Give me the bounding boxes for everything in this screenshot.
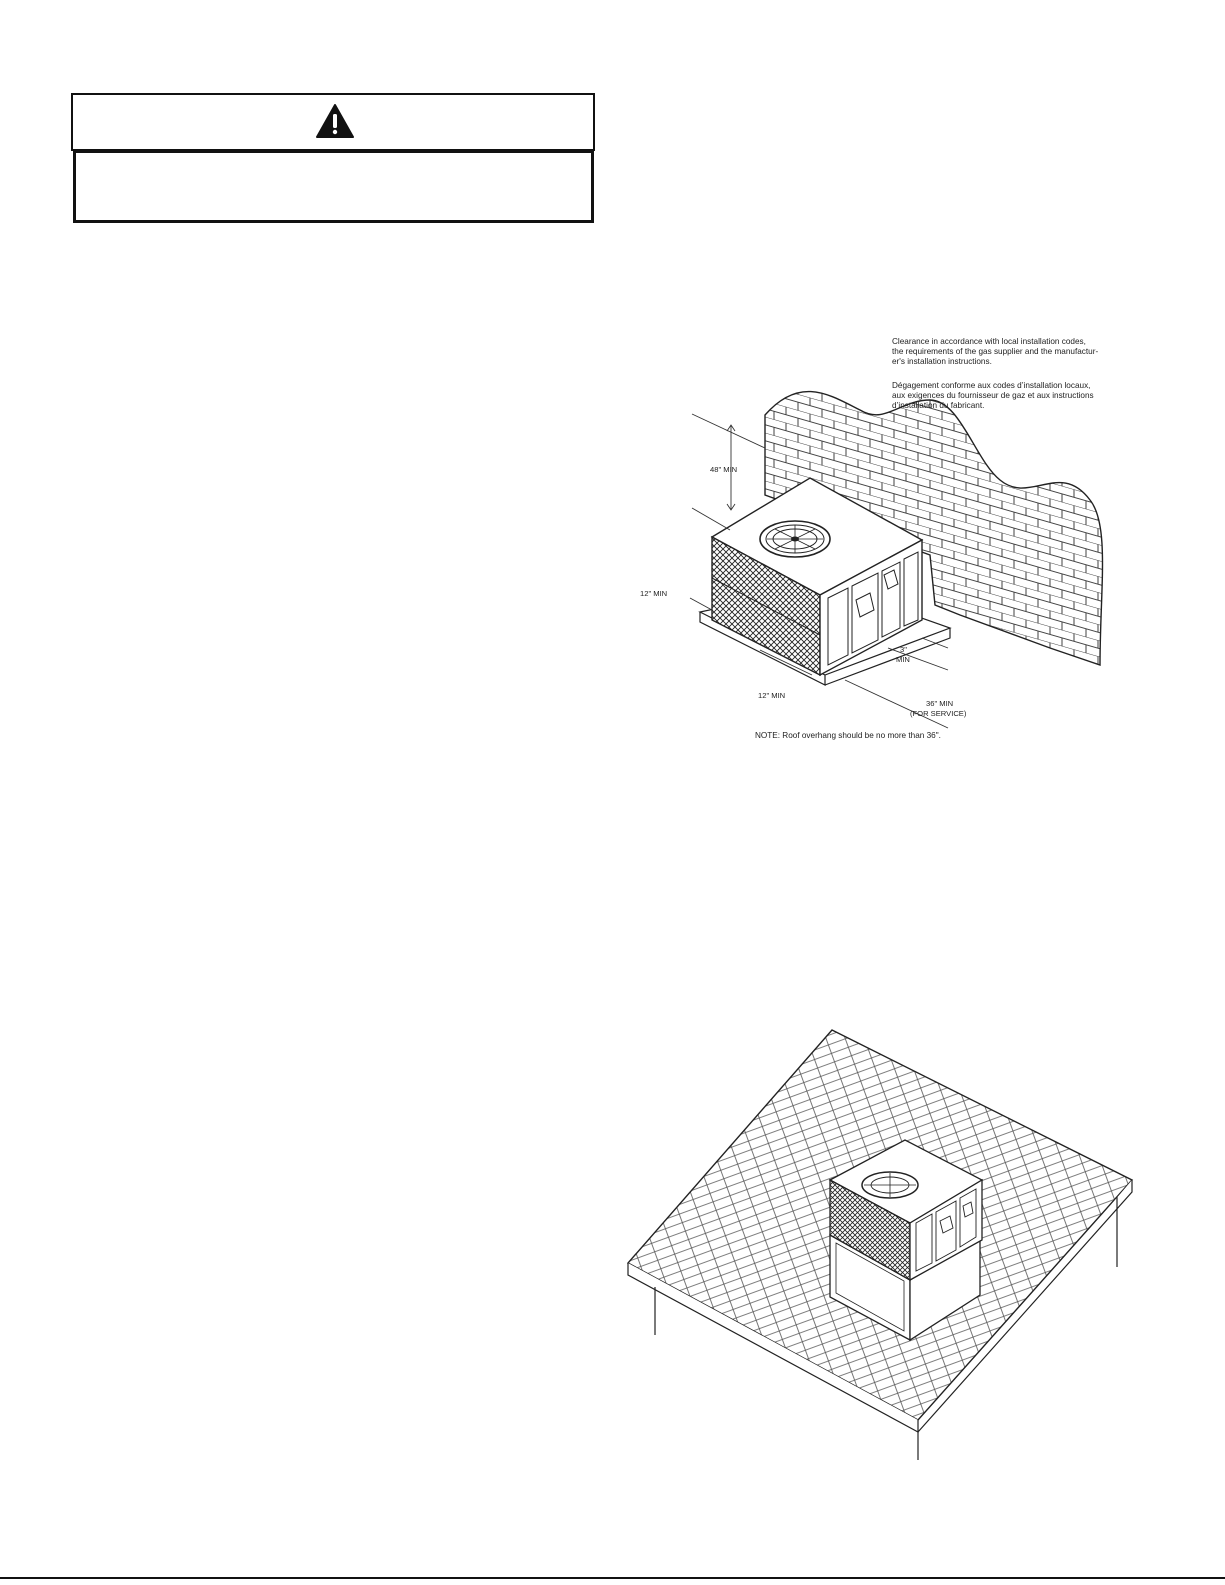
page-bottom-rule <box>0 1577 1225 1579</box>
clearance-note-fr-3: d’installation du fabricant. <box>892 401 985 410</box>
warning-box <box>71 93 595 222</box>
figure-footnote: NOTE: Roof overhang should be no more than 36". <box>755 731 941 740</box>
warning-header <box>71 93 595 151</box>
clearance-note-en-3: er's installation instructions. <box>892 357 992 366</box>
dim-service-value: 36" MIN <box>926 699 954 708</box>
dim-top-label: 48" MIN <box>710 465 738 474</box>
warning-triangle-icon <box>315 103 355 139</box>
clearance-note-en-2: the requirements of the gas supplier and the manufactur- <box>892 347 1099 356</box>
dim-service-label: (FOR SERVICE) <box>910 709 967 718</box>
clearance-note-fr-1: Dégagement conforme aux codes d’installation locaux, <box>892 381 1091 390</box>
warning-body <box>73 150 594 223</box>
clearance-note-fr-2: aux exigences du fournisseur de gaz et aux instructions <box>892 391 1094 400</box>
clearance-figure <box>630 330 1190 750</box>
dim-front-label: 12" MIN <box>758 691 786 700</box>
dim-side-label: MIN <box>896 655 910 664</box>
dim-left-label: 12" MIN <box>640 589 668 598</box>
dim-side-value: 3" <box>900 645 907 654</box>
clearance-note-en-1: Clearance in accordance with local installation codes, <box>892 337 1086 346</box>
rooftop-figure <box>620 1025 1140 1465</box>
